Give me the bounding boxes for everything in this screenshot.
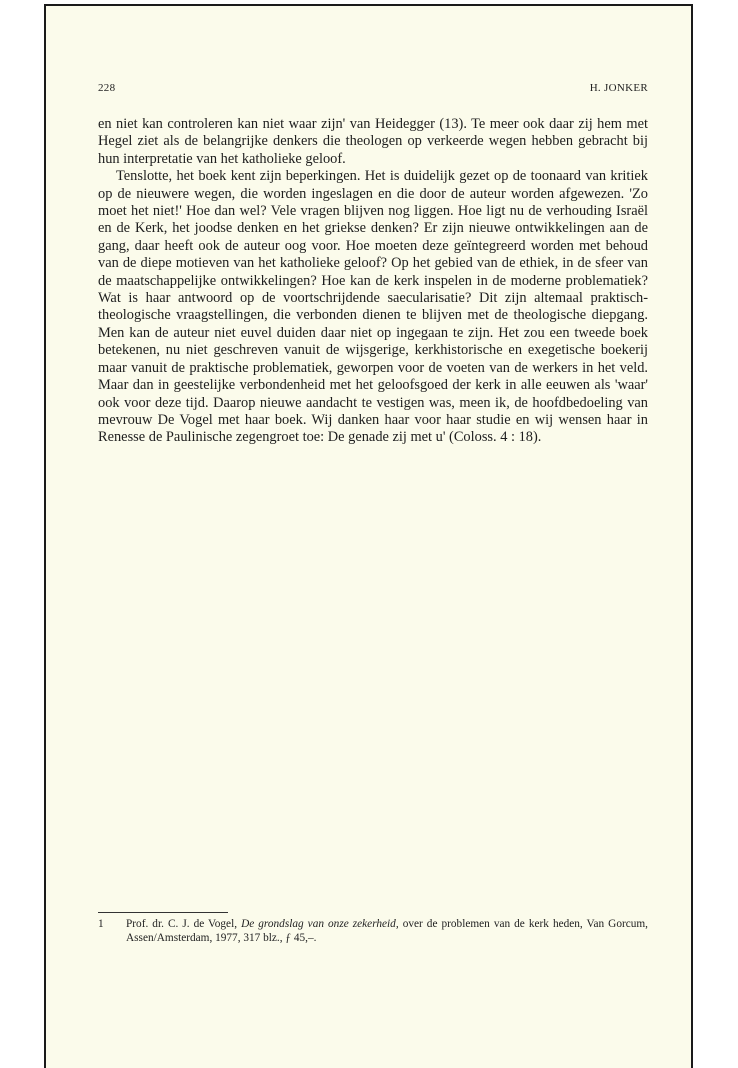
footnote-book-title: De grondslag van onze zekerheid, — [241, 918, 399, 930]
body-text — [98, 116, 648, 447]
page-number: 228 — [98, 82, 116, 94]
footnote-body — [126, 917, 648, 945]
running-author: H. JONKER — [589, 82, 648, 94]
footnote-rule — [98, 912, 228, 913]
footnote — [98, 917, 648, 945]
running-head — [98, 82, 648, 98]
footnote-text-before-title: Prof. dr. C. J. de Vogel, — [126, 918, 238, 930]
footnote-number: 1 — [98, 918, 104, 930]
paragraph-1: en niet kan controleren kan niet waar zijn' van Heidegger (13). Te meer ook daar zij hem met Hegel ziet als de belangrijke denkers die theologen op verkeerde wegen hebben gebracht bij hun interpretatie van het katholieke geloof. — [98, 116, 648, 167]
paragraph-2: Tenslotte, het boek kent zijn beperkingen. Het is duidelijk gezet op de toonaard van kritiek op de nieuwere wegen, die worden ingeslagen en die door de auteur worden afgewezen. 'Zo moet het niet!' Hoe dan wel? Vele vragen blijven nog liggen. Hoe ligt nu de verhouding Israël en de Kerk, het joodse denken en het griekse denken? Er zijn nieuwe ontwikkelingen aan de gang, daar heeft ook de auteur oog voor. Hoe moeten deze geïntegreerd worden met behoud van de diepe motieven van het katholieke geloof? Op het gebied van de ethiek, in de sfeer van de maatschappelijke ontwikkelingen? Hoe kan de kerk inspelen in de moderne problematiek? Wat is haar antwoord op de voortschrijdende saecularisatie? Dit zijn altemaal praktisch-theologische vraagstellingen, die verbonden dienen te blijven met de theologische diepgang. Men kan de auteur niet euvel duiden daar niet op ingegaan te zijn. Het zou een tweede boek betekenen, nu niet geschreven vanuit de wijsgerige, kerkhistorische en exegetische boekerij maar vanuit de praktische problematiek, geworpen voor de voeten van de werkers in het veld. Maar dan in geestelijke verbondenheid met het geloofsgoed der kerk in alle eeuwen als 'waar' ook voor deze tijd. Daarop nieuwe aandacht te vestigen was, meen ik, de hoofdbedoeling van mevrouw De Vogel met haar boek. Wij danken haar voor haar studie en wij wensen haar in Renesse de Paulinische zegengroet toe: De genade zij met u' (Coloss. 4 : 18). — [98, 168, 648, 446]
footnote-text-after-title: over de problemen van de kerk heden, Van Gorcum, Assen/Amsterdam, 1977, 317 blz., ƒ 45,–. — [126, 918, 648, 944]
